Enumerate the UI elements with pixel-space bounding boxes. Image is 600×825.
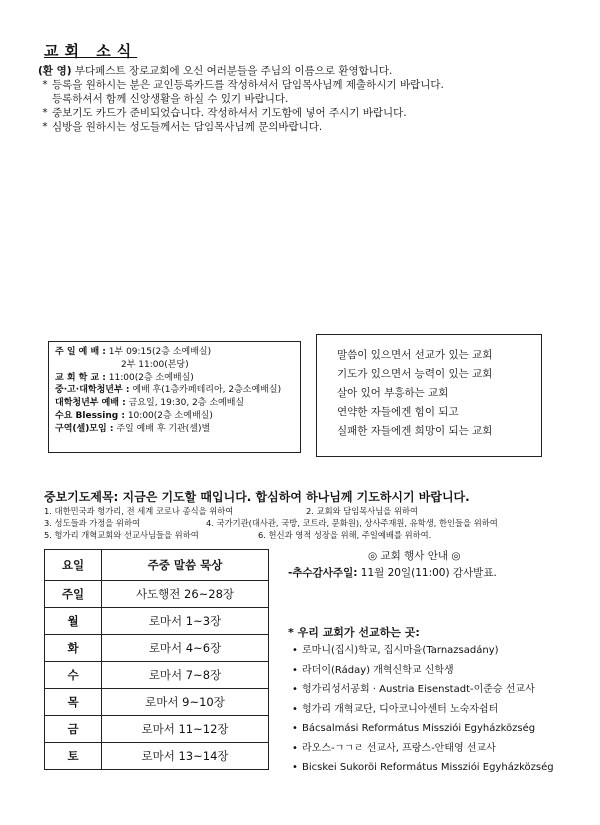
schedule-row <box>55 397 294 410</box>
schedule-value: 예배 후(1층카페테리아, 2층소예배실) <box>132 385 282 396</box>
welcome-bullet <box>38 120 578 134</box>
table-cell-reading: 로마서 11~12장 <box>102 716 269 743</box>
welcome-label: (환 영) <box>38 65 72 77</box>
table-header-row <box>45 550 269 581</box>
mission-text: Bácsalmási Református Missziói Egyházközség <box>302 723 536 734</box>
welcome-bullet <box>38 106 578 120</box>
table-cell-reading: 사도행전 26~28장 <box>102 581 269 608</box>
thanksgiving-label: -추수감사주일: <box>288 567 358 579</box>
welcome-section <box>38 64 578 134</box>
welcome-text: 부다페스트 장로교회에 오신 여러분들을 주님의 이름으로 환영합니다. <box>74 65 393 77</box>
schedule-row <box>55 423 294 436</box>
motto-line: 말씀이 있으면서 선교가 있는 교회 <box>337 349 493 361</box>
motto-line: 실패한 자들에겐 희망이 되는 교회 <box>337 425 493 437</box>
thanksgiving-notice <box>288 565 497 580</box>
welcome-bullet-text: 중보기도 카드가 준비되었습니다. 작성하셔서 기도함에 넣어 주시기 바랍니다. <box>52 107 407 119</box>
bullet-icon: • <box>292 742 298 754</box>
welcome-bullet-text: 심방을 원하시는 성도들께서는 담임목사님께 문의바랍니다. <box>52 121 323 133</box>
table-cell-reading: 로마서 1~3장 <box>102 608 269 635</box>
asterisk-icon: * <box>42 79 48 91</box>
schedule-value: 2부 11:00(본당) <box>121 359 189 370</box>
schedule-key: 구역(셀)모임 : <box>55 423 114 434</box>
welcome-line <box>38 64 578 78</box>
bullet-icon: • <box>292 762 298 773</box>
list-item <box>288 719 554 739</box>
prayer-item: 3. 성도들과 가정을 위하여 <box>44 518 140 528</box>
asterisk-icon: * <box>42 121 48 133</box>
page-title: 교회 소식 <box>44 42 138 60</box>
bullet-icon: • <box>292 645 298 656</box>
weekly-reading-table <box>44 549 269 770</box>
prayer-item: 2. 교회와 담임목사님을 위하여 <box>306 506 419 516</box>
table-cell-day: 화 <box>45 635 102 662</box>
worship-schedule-box <box>48 341 301 453</box>
prayer-item: 4. 국가기관(대사관, 국방, 코트라, 문화원), 상사주재원, 유학생, 한인들을 위하여 <box>206 518 498 528</box>
missions-list <box>288 641 554 778</box>
table-row <box>45 689 269 716</box>
schedule-key: 중·고·대학청년부 : <box>55 385 130 396</box>
list-item <box>288 700 554 720</box>
church-motto-box <box>316 334 542 457</box>
events-title: ◎ 교회 행사 안내 ◎ <box>368 550 461 562</box>
schedule-value: 금요일, 19:30, 2층 소예배실 <box>128 398 245 409</box>
welcome-bullet-text: 등록을 원하시는 분은 교인등록카드를 작성하셔서 담임목사님께 제출하시기 바랍니다. <box>52 79 444 91</box>
table-cell-day: 주일 <box>45 581 102 608</box>
schedule-row <box>55 346 294 359</box>
list-item <box>288 661 554 681</box>
bullet-icon: • <box>292 664 298 676</box>
mission-text: 헝가리 개혁교단, 디아코니아센터 노숙자쉼터 <box>302 703 499 715</box>
table-row <box>45 662 269 689</box>
table-row <box>45 581 269 608</box>
table-cell-reading: 로마서 13~14장 <box>102 743 269 770</box>
motto-line: 연약한 자들에겐 힘이 되고 <box>337 406 459 418</box>
table-header-day: 요일 <box>45 550 102 581</box>
mission-text: 라더이(Ráday) 개혁신학교 신학생 <box>302 664 454 676</box>
prayer-item: 6. 헌신과 영적 성장을 위해, 주일예배를 위하여. <box>258 530 432 540</box>
prayer-line <box>44 517 594 529</box>
table-row <box>45 635 269 662</box>
table-cell-reading: 로마서 9~10장 <box>102 689 269 716</box>
table-cell-day: 목 <box>45 689 102 716</box>
schedule-key: 수요 Blessing : <box>55 410 125 421</box>
bullet-icon: • <box>292 703 298 715</box>
schedule-key: 대학청년부 예배 : <box>55 398 126 409</box>
missions-title: * 우리 교회가 선교하는 곳: <box>288 626 420 639</box>
schedule-value: 10:00(2층 소예배실) <box>127 410 213 421</box>
table-row <box>45 608 269 635</box>
prayer-item: 1. 대한민국과 헝가리, 전 세계 코로나 종식을 위하여 <box>44 506 234 516</box>
list-item <box>288 739 554 759</box>
list-item <box>288 641 554 661</box>
prayer-line <box>44 529 594 541</box>
thanksgiving-text: 11월 20일(11:00) 감사발표. <box>360 567 497 579</box>
schedule-key: 교 회 학 교 : <box>55 372 106 383</box>
table-cell-day: 금 <box>45 716 102 743</box>
schedule-row <box>55 410 294 423</box>
welcome-bullet-continuation: 등록하셔서 함께 신앙생활을 하실 수 있기 바랍니다. <box>52 93 289 105</box>
schedule-value: 11:00(2층 소예배실) <box>108 372 194 383</box>
table-cell-day: 수 <box>45 662 102 689</box>
table-cell-day: 월 <box>45 608 102 635</box>
mission-text: 라오스-ㄱㄱㄹ 선교사, 프랑스-안태영 선교사 <box>302 742 496 754</box>
prayer-item: 5. 헝가리 개혁교회와 선교사님들을 위하여 <box>44 530 199 540</box>
table-cell-day: 토 <box>45 743 102 770</box>
mission-text: 로마니(집시)학교, 집시마을(Tarnazsadány) <box>302 645 499 656</box>
prayer-line <box>44 505 594 517</box>
prayer-list <box>44 505 594 541</box>
prayer-title: 중보기도제목: 지금은 기도할 때입니다. 합심하여 하나님께 기도하시기 바랍니다. <box>44 490 470 504</box>
asterisk-icon: * <box>42 107 48 119</box>
motto-line: 살아 있어 부흥하는 교회 <box>337 387 449 399</box>
schedule-row <box>55 384 294 397</box>
schedule-row <box>55 359 294 372</box>
table-row <box>45 743 269 770</box>
table-row <box>45 716 269 743</box>
schedule-row <box>55 372 294 385</box>
table-cell-reading: 로마서 7~8장 <box>102 662 269 689</box>
list-item <box>288 758 554 778</box>
table-header-reading: 주중 말씀 묵상 <box>102 550 269 581</box>
bullet-icon: • <box>292 723 298 734</box>
mission-text: Bicskei Sukoröi Református Missziói Egyházközség <box>302 762 554 773</box>
schedule-key: 주 일 예 배 : <box>55 347 106 357</box>
bullet-icon: • <box>292 684 298 695</box>
mission-text: 헝가리성서공회 · Austria Eisenstadt-이준승 선교사 <box>302 684 535 695</box>
list-item <box>288 680 554 700</box>
schedule-value: 주일 예배 후 기관(셀)별 <box>116 423 211 434</box>
motto-line: 기도가 있으면서 능력이 있는 교회 <box>337 368 493 380</box>
welcome-bullet <box>38 78 578 92</box>
table-cell-reading: 로마서 4~6장 <box>102 635 269 662</box>
schedule-value: 1부 09:15(2층 소예배실) <box>108 347 212 357</box>
